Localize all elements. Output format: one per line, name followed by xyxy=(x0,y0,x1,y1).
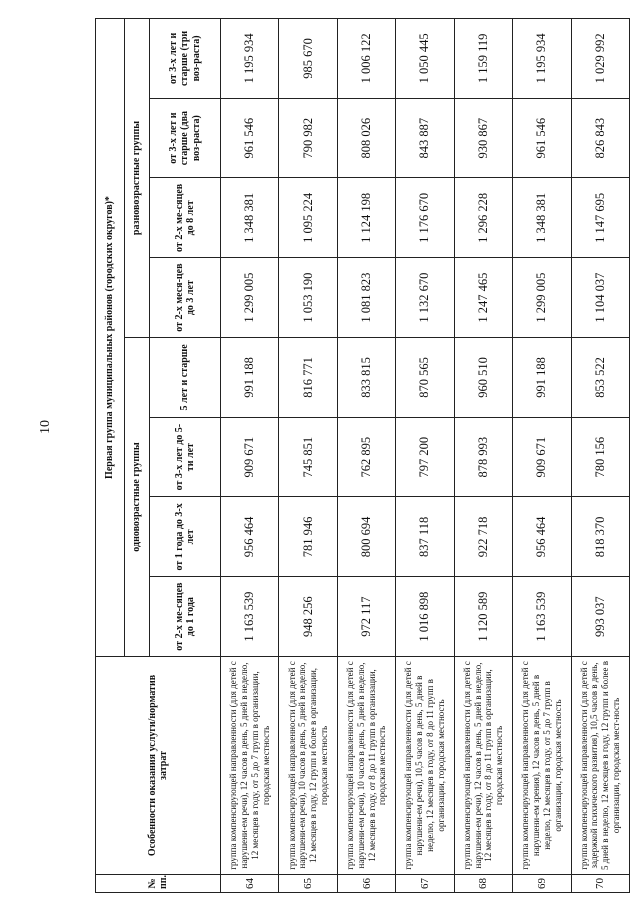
value-cell: 1 348 381 xyxy=(513,178,571,258)
group-title-header: Первая группа муниципальных районов (городских округов)* xyxy=(96,19,125,657)
row-description: группа компенсирующей направленности (для детей с нарушени-ем зрения), 12 часов в день, 5 дней в неделю, 12 месяцев в году, от 5 до 7 групп в организации, городская местность xyxy=(513,657,571,875)
table-row xyxy=(279,19,337,893)
same-age-header: одновозрастные группы xyxy=(125,338,150,657)
value-cell: 762 895 xyxy=(337,417,395,497)
value-cell: 930 867 xyxy=(454,98,512,178)
value-cell: 1 163 539 xyxy=(221,577,279,657)
value-cell: 800 694 xyxy=(337,497,395,577)
row-description: группа компенсирующей направленности (для детей с нарушени-ем речи), 10 часов в день, 5 дней в неделю, 12 месяцев в году, от 8 до 11 групп в организации, городская местность xyxy=(337,657,395,875)
value-cell: 870 565 xyxy=(396,338,454,418)
col-header: от 3-х лет и старше (два воз-раста) xyxy=(150,98,221,178)
feature-header: Особенности оказания услуги/норматив затрат xyxy=(96,657,221,875)
value-cell: 808 026 xyxy=(337,98,395,178)
value-cell: 1 176 670 xyxy=(396,178,454,258)
value-cell: 1 095 224 xyxy=(279,178,337,258)
value-cell: 1 120 589 xyxy=(454,577,512,657)
value-cell: 790 982 xyxy=(279,98,337,178)
value-cell: 1 247 465 xyxy=(454,258,512,338)
value-cell: 922 718 xyxy=(454,497,512,577)
row-description: группа компенсирующей направленности (для детей с нарушени-ем речи), 10,5 часов в день, 5 дней в неделю, 12 месяцев в году, от 8 до 11 групп в организации, городская местность xyxy=(396,657,454,875)
value-cell: 1 195 934 xyxy=(221,19,279,99)
value-cell: 1 081 823 xyxy=(337,258,395,338)
row-description: группа компенсирующей направленности (для детей с нарушени-ем речи), 12 часов в день, 5 дней в неделю, 12 месяцев в году, от 5 до 7 групп в организации, городская местность xyxy=(221,657,279,875)
value-cell: 826 843 xyxy=(571,98,629,178)
value-cell: 781 946 xyxy=(279,497,337,577)
value-cell: 833 815 xyxy=(337,338,395,418)
col-header: от 2-х ме-сяцев до 1 года xyxy=(150,577,221,657)
col-header: от 3-х лет до 5-ти лет xyxy=(150,417,221,497)
value-cell: 1 050 445 xyxy=(396,19,454,99)
value-cell: 909 671 xyxy=(513,417,571,497)
value-cell: 956 464 xyxy=(513,497,571,577)
value-cell: 972 117 xyxy=(337,577,395,657)
value-cell: 780 156 xyxy=(571,417,629,497)
value-cell: 985 670 xyxy=(279,19,337,99)
num-header: № пп. xyxy=(96,875,221,893)
value-cell: 1 016 898 xyxy=(396,577,454,657)
value-cell: 1 159 119 xyxy=(454,19,512,99)
value-cell: 818 370 xyxy=(571,497,629,577)
value-cell: 948 256 xyxy=(279,577,337,657)
table-row xyxy=(337,19,395,893)
row-number: 66 xyxy=(337,875,395,893)
value-cell: 1 348 381 xyxy=(221,178,279,258)
rotated-table-wrapper xyxy=(95,18,630,893)
row-description: группа компенсирующей направленности (для детей с нарушени-ем речи), 10 часов в день, 5 дней в неделю, 12 месяцев в году, 12 групп и более в организации, городская местность xyxy=(279,657,337,875)
value-cell: 1 296 228 xyxy=(454,178,512,258)
value-cell: 837 118 xyxy=(396,497,454,577)
row-description: группа компенсирующей направленности (для детей с задержкой психического развития), 10,5 часов в день, 5 дней в неделю, 12 месяцев в году, 12 групп и более в организации, городская мест-ность xyxy=(571,657,629,875)
value-cell: 1 006 122 xyxy=(337,19,395,99)
col-header: от 2-х меся-цев до 3 лет xyxy=(150,258,221,338)
value-cell: 1 053 190 xyxy=(279,258,337,338)
page-number: 10 xyxy=(38,420,53,434)
table-row xyxy=(221,19,279,893)
row-number: 65 xyxy=(279,875,337,893)
mixed-age-header: разновозрастные группы xyxy=(125,19,150,338)
col-header: от 2-х ме-сяцев до 8 лет xyxy=(150,178,221,258)
value-cell: 1 124 198 xyxy=(337,178,395,258)
value-cell: 961 546 xyxy=(513,98,571,178)
value-cell: 991 188 xyxy=(513,338,571,418)
value-cell: 1 299 005 xyxy=(513,258,571,338)
value-cell: 843 887 xyxy=(396,98,454,178)
value-cell: 1 195 934 xyxy=(513,19,571,99)
value-cell: 956 464 xyxy=(221,497,279,577)
col-header: от 3-х лет и старше (три воз-раста) xyxy=(150,19,221,99)
row-number: 68 xyxy=(454,875,512,893)
row-number: 69 xyxy=(513,875,571,893)
row-description: группа компенсирующей направленности (для детей с нарушени-ем речи), 12 часов в день, 5 дней в неделю, 12 месяцев в году, от 8 до 11 групп в организации, городская местность xyxy=(454,657,512,875)
value-cell: 1 104 037 xyxy=(571,258,629,338)
value-cell: 961 546 xyxy=(221,98,279,178)
col-header: от 1 года до 3-х лет xyxy=(150,497,221,577)
value-cell: 991 188 xyxy=(221,338,279,418)
value-cell: 909 671 xyxy=(221,417,279,497)
value-cell: 1 299 005 xyxy=(221,258,279,338)
value-cell: 745 851 xyxy=(279,417,337,497)
row-number: 70 xyxy=(571,875,629,893)
value-cell: 1 163 539 xyxy=(513,577,571,657)
table-row xyxy=(454,19,512,893)
table-row xyxy=(571,19,629,893)
value-cell: 853 522 xyxy=(571,338,629,418)
value-cell: 797 200 xyxy=(396,417,454,497)
table-row xyxy=(396,19,454,893)
value-cell: 816 771 xyxy=(279,338,337,418)
value-cell: 1 029 992 xyxy=(571,19,629,99)
header-row-group xyxy=(96,19,125,893)
row-number: 64 xyxy=(221,875,279,893)
value-cell: 878 993 xyxy=(454,417,512,497)
row-number: 67 xyxy=(396,875,454,893)
value-cell: 993 037 xyxy=(571,577,629,657)
table-row xyxy=(513,19,571,893)
value-cell: 1 132 670 xyxy=(396,258,454,338)
value-cell: 960 510 xyxy=(454,338,512,418)
value-cell: 1 147 695 xyxy=(571,178,629,258)
tariff-table xyxy=(95,18,630,893)
col-header: 5 лет и старше xyxy=(150,338,221,418)
